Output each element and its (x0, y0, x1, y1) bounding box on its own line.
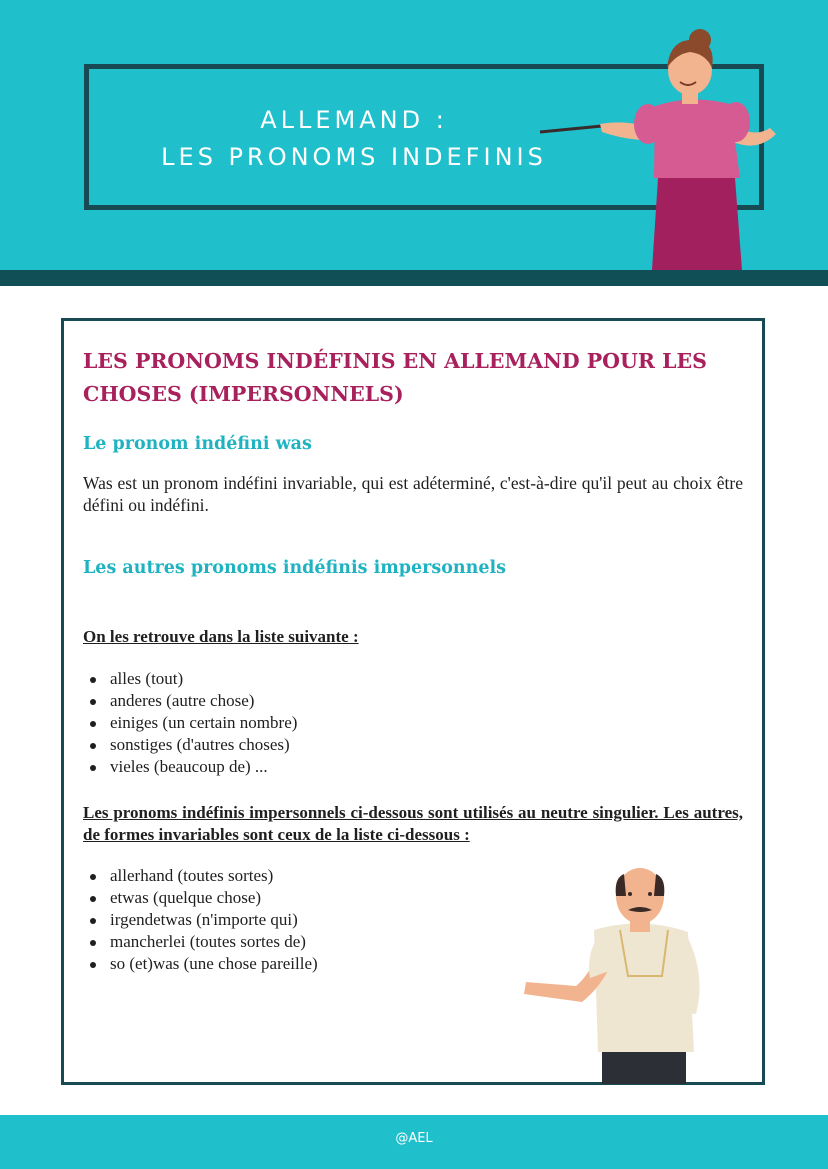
list-item: mancherlei (toutes sortes de) (110, 931, 318, 953)
list-item: so (et)was (une chose pareille) (110, 954, 318, 973)
list-item: alles (tout) (110, 668, 297, 690)
list-item: anderes (autre chose) (110, 690, 297, 712)
list-item: sonstiges (d'autres choses) (110, 734, 297, 756)
section-main-title: LES PRONOMS INDÉFINIS EN ALLEMAND POUR LES CHOSES (IMPERSONNELS) (83, 349, 707, 406)
footer-credit: @AEL (395, 1131, 433, 1146)
teacher-illustration (530, 28, 800, 273)
section-title-others: Les autres pronoms indéfinis impersonnels (83, 558, 506, 578)
list-item: irgendetwas (n'importe qui) (110, 909, 318, 931)
list-item: allerhand (toutes sortes) (110, 865, 318, 887)
list1-heading: On les retrouve dans la liste suivante : (83, 627, 359, 646)
pronoun-list-2 (110, 865, 318, 975)
title-line-2: LES PRONOMS INDEFINIS (161, 143, 547, 171)
was-description: Was est un pronom indéfini invariable, qui est adéterminé, c'est-à-dire qu'il peut au choix être défini ou indéfini. (83, 473, 743, 515)
title-line-1: ALLEMAND : (260, 106, 448, 134)
teacher-man-illustration (516, 866, 706, 1084)
pronoun-list-1 (110, 668, 297, 778)
list-item: etwas (quelque chose) (110, 887, 318, 909)
list-item: vieles (beaucoup de) ... (110, 756, 297, 778)
section-title-was: Le pronom indéfini was (83, 434, 312, 454)
list2-heading: Les pronoms indéfinis impersonnels ci-dessous sont utilisés au neutre singulier. Les autres, de formes invariables sont ceux de la liste ci-dessous : (83, 803, 743, 844)
list-item: einiges (un certain nombre) (110, 713, 298, 732)
